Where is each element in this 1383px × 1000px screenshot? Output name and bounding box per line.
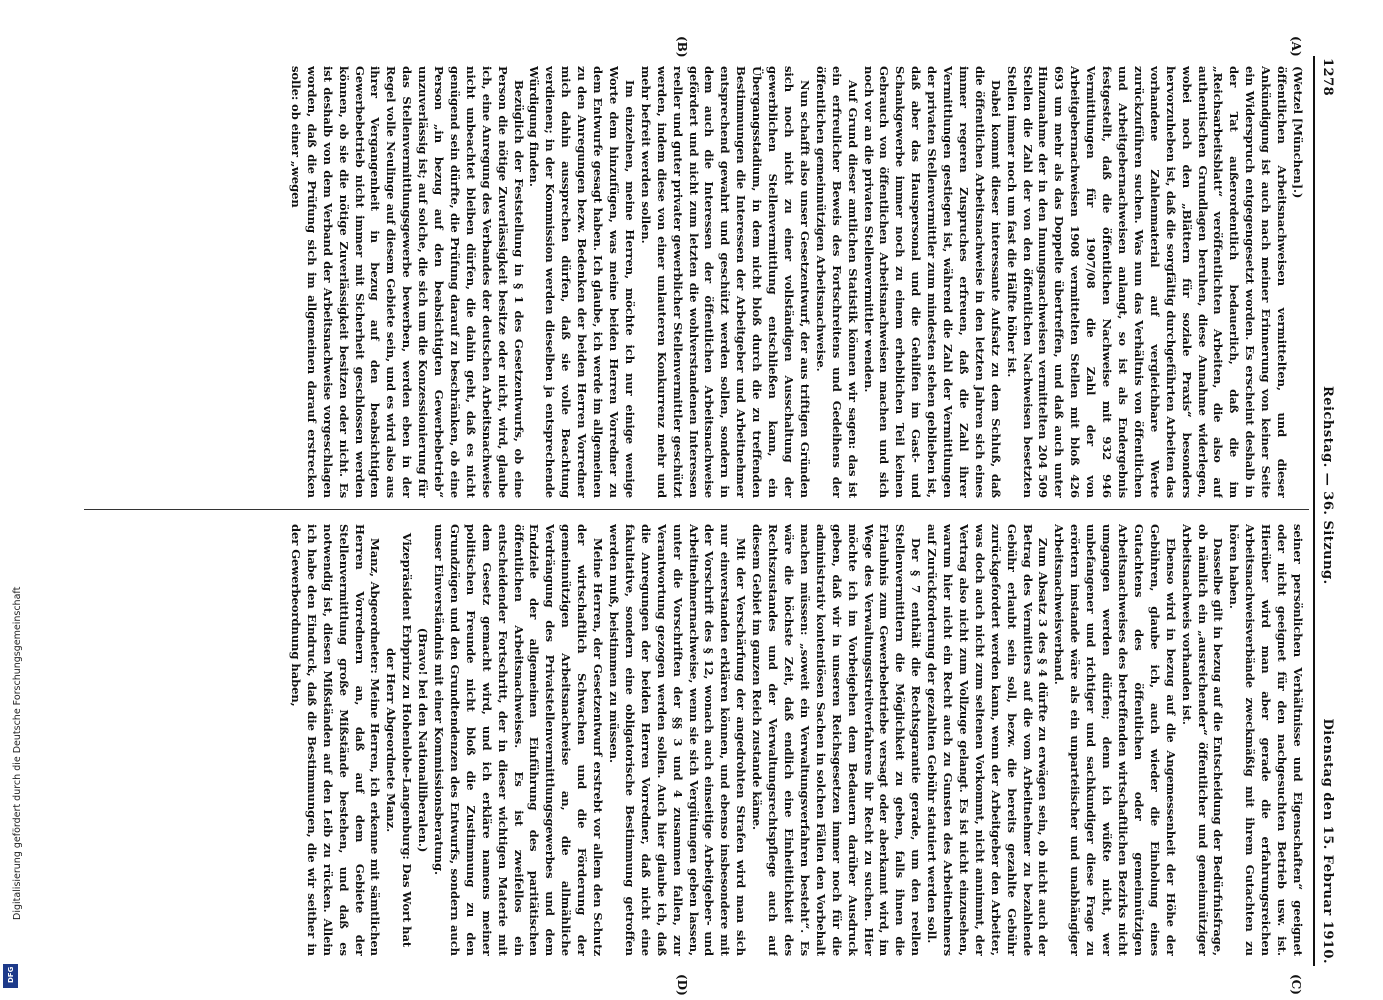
paragraph: öffentlichen Arbeitsnachweisen vermittelten, und dieser Ankündigung ist auch nach meiner Erinnerung von keiner Seite ein Widerspruch entgegengesetzt worden. Es erscheint deshalb in der Tat außerordentlich bedauerlich, daß die im „Reichsarbeitsblatt“ veröffentlichten Arbeiten, die also auf authentischen Grundlagen beruhen, diese Annahme widerlegen, wobei noch den „Blättern für soziale Praxis“ besonders hervorzuheben ist, daß die sorgfältig durchgeführten Arbeiten das vorhandene Zahlenmaterial auf vergleichbare Werte zurückzuführen suchen. Was nun das Verhältnis von öffentlichen und Arbeitgebernachweisen anlangt, so ist als Endergebnis festgestellt, daß die öffentlichen Nachweise mit 932 946 Vermittlungen für 1907/08 die Zahl der von Arbeitgebernachweisen 1908 vermittelten Stellen mit bloß 426 693 um mehr als das Doppelte übertreffen, und daß auch unter Hinzunahme der in den Innungsnachweisen vermittelten 204 509 Stellen die Zahl der von den öffentlichen Nachweisen besetzten Stellen immer noch um fast die Hälfte höher ist. (1004, 66, 1290, 498)
paragraph: Dasselbe gilt in bezug auf die Entscheidung der Bedürfnisfrage, ob nämlich ein „ausreichender“ öffentlicher und gemeinnütziger Arbeitsnachweis vorhanden ist. (1179, 524, 1226, 956)
header-divider (1313, 56, 1315, 966)
margin-letter-c: (C) (1289, 974, 1303, 995)
president-announcement: Vizepräsident Erbprinz zu Hohenlohe-Langenburg: Das Wort hat der Herr Abgeordnete Manz. (384, 532, 415, 948)
paragraph: Dabei kommt dieser interessante Aufsatz zu dem Schluß, daß die öffentlichen Arbeitsnachweise in den letzten Jahren sich eines immer regeren Zuspruches erfreuen, daß die Zahl ihrer Vermittlungen gestiegen ist, während die Zahl der Vermittlungen der privaten Stellenvermittler zum mindesten stehen geblieben ist, daß aber das Hauspersonal und die Gehilfen im Gast- und Schankgewerbe immer noch zu einem erheblichen Teil keinen Gebrauch von öffentlichen Arbeitsnachweisen machen und sich noch vor an die privaten Stellenvermittler wenden. (861, 66, 1003, 498)
paragraph: Der § 7 enthält die Rechtsgarantie gerade, um den reellen Stellenvermittlern die Möglichkeit zu geben, falls ihnen die Erlaubnis zum Gewerbebetriebe versagt oder aberkannt wird, im Wege des Verwaltungsstreitverfahrens ihr Recht zu suchen. Hier möchte ich im Vorbeigehen dem Bedauern darüber Ausdruck geben, daß wir in unseren Reichsgesetzen immer noch für die administrativ kontentiösen Sachen in solchen Fällen den Vorbehalt machen müssen: „soweit ein Verwaltungsverfahren besteht“. Es wäre die höchste Zeit, daß endlich eine Einheitlichkeit des Rechtszustandes und der Verwaltungsrechtspflege auch auf diesem Gebiet im ganzen Reich zustande käme. (750, 524, 924, 956)
document-page (67, 36, 1337, 996)
session-date: Dienstag den 15. Februar 1910. (1320, 718, 1335, 964)
paragraph: Mit der Verschärfung der angedrohten Strafen wird man sich nur einverstanden erklären können, und ebenso insbesondere mit der Vorschrift des § 12, wonach auch einseitige Arbeitgeber- und Arbeitnehmernachweise, wenn sie sich Vergütungen geben lassen, unter die Vorschriften der §§ 3 und 4 zusammen fallen, zur Verantwortung gezogen werden sollen. Auch hier glaube ich, daß die Anregungen der beiden Herren Vorredner, daß nicht eine fakultative, sondern eine obligatorische Bestimmung getroffen werden muß, beistimmen zu müssen. (607, 524, 749, 956)
paragraph: Auf Grund dieser amtlichen Statistik können wir sagen: das ist ein erfreulicher Beweis des Fortschreitens und Gedeihens der öffentlichen gemeinnützigen Arbeitsnachweise. (813, 66, 860, 498)
right-column (80, 524, 1305, 956)
paragraph: Im einzelnen, meine Herren, möchte ich nur einige wenige Worte dem hinzufügen, was meine beiden Herren Vorredner zu dem Entwurfe gesagt haben. Ich glaube, ich werde im allgemeinen zu den Anregungen bezw. Bedenken der beiden Herren Vorredner mich dahin aussprechen dürfen, daß sie volle Beachtung verdienen; in der Kommission werden dieselben ja entsprechende Würdigung finden. (527, 66, 637, 498)
margin-letter-a: (A) (1289, 36, 1303, 57)
side-credit (0, 0, 24, 1000)
paragraph: Ebenso wird in bezug auf die Angemessenheit der Höhe der Gebühren, glaube ich, auch wieder die Einholung eines Gutachtens des öffentlichen oder gemeinnützigen Arbeitsnachweises des betreffenden wirtschaftlichen Bezirks nicht umgangen werden dürfen; denn ich wüßte nicht, wer unbefangener und richtiger und sachkundiger diese Frage zu erörtern imstande wäre als ein unparteiischer und unabhängiger Arbeitsnachweisverband. (1052, 524, 1178, 956)
margin-letter-d: (D) (675, 974, 689, 996)
dfg-logo-icon: DFG (3, 964, 18, 988)
paragraph: Meine Herren, der Gesetzentwurf erstrebt vor allem den Schutz der wirtschaftlich Schwachen und die Förderung der gemeinnützigen Arbeitsnachweise an, die allmähliche Verdrängung des Privatstellenvermittlungsgewerbes und dem Endziele der allgemeinen Einführung des paritätischen öffentlichen Arbeitsnachweises. Es ist zweifellos ein entscheidender Fortschritt, der in dieser wichtigen Materie mit dem Gesetz gemacht wird, und ich erkläre namens meiner politischen Freunde nicht bloß die Zustimmung zu den Grundzügen und den Grundtendenzen des Entwurfs, sondern auch unser Einverständnis mit einer Kommissionsberatung. (432, 524, 606, 956)
paragraph: seiner persönlichen Verhältnisse und Eigenschaften“ geeignet oder nicht geeignet für den nachgesuchten Betrieb usw. ist. Hierüber wird man aber gerade die erfahrungsreichen Arbeitsnachweisverbände zweckmäßig mit ihrem Gutachten zu hören haben. (1227, 524, 1305, 956)
running-head: (Wetzel [München].) (1291, 66, 1305, 199)
page-number: 1278 (1320, 58, 1335, 97)
column-divider (84, 509, 1309, 510)
paragraph: Bezüglich der Feststellung in § 1 des Gesetzentwurfs, ob eine Person die nötige Zuverlässigkeit besitze oder nicht, wird, glaube ich, eine Anregung des Verbandes der deutschen Arbeitsnachweise nicht unbeachtet bleiben dürfen, die dahin geht, daß es nicht genügend sein dürfte, die Prüfung darauf zu beschränken, ob eine Person „in bezug auf den beabsichtigten Gewerbebetrieb“ unzuverlässig ist; auf solche, die sich um die Konzessionierung für das Stellenvermittlungsgewerbe bewerben, werden eben in der Regel volle Neulinge auf diesem Gebiete sein, und es wird also aus ihrer Vergangenheit in bezug auf den beabsichtigten Gewerbebetrieb nicht immer mit Sicherheit geschlossen werden können, ob sie die nötige Zuverlässigkeit besitzen oder nicht. Es ist deshalb von dem Verband der Arbeitsnachweise vorgeschlagen worden, daß die Prüfung sich im allgemeinen darauf erstrecken solle: ob einer „wegen (288, 66, 526, 498)
margin-letter-b: (B) (675, 36, 689, 58)
page-title: Reichstag. — 36. Sitzung. (1320, 386, 1335, 585)
applause-note: (Bravo! bei den Nationalliberalen.) (416, 627, 431, 853)
credit-text: Digitalisierung gefördert durch die Deutsche Forschungsgemeinschaft (12, 586, 23, 920)
left-column (80, 66, 1305, 498)
paragraph: Nun schafft also unser Gesetzentwurf, der aus triftigen Gründen sich noch nicht zu einer vollständigen Ausschaltung der gewerblichen Stellenvermittlung entschließen kann, ein Übergangsstadium, in dem nicht bloß durch die zu treffenden Bestimmungen die Interessen der Arbeitgeber und Arbeitnehmer entsprechend gewahrt und geschützt werden sollen, sondern in dem auch die Interessen der öffentlichen Arbeitsnachweise gefördert und nicht zum letzten die wohlverstandenen Interessen reeller und guter privater gewerblicher Stellenvermittler geschützt werden, indem diese von einer unlauteren Konkurrenz mehr und mehr befreit werden sollen. (638, 66, 812, 498)
page-header (1315, 56, 1337, 966)
speaker-paragraph: Manz, Abgeordneter: Meine Herren, ich erkenne mit sämtlichen Herren Vorrednern an, daß auf dem Gebiete der Stellenvermittlung große Mißstände bestehen, und daß es notwendig ist, diesen Mißständen auf den Leib zu rücken. Allein ich habe den Eindruck, daß die Bestimmungen, die wir seither in der Gewerbeordnung haben, (288, 524, 383, 956)
paragraph: Zum Absatz 3 des § 4 dürfte zu erwägen sein, ob nicht auch der Betrag des Vermittlers auf die vom Arbeitnehmer zu bezahlende Gebühr erlaubt sein soll, bezw. die bereits gezahlte Gebühr zurückgefordert werden kann, wenn der Arbeitgeber den Arbeiter, was doch auch nicht zum seltenen Vorkommt, nicht annimmt, der Vertrag also nicht zum Vollzuge gelangt. Es ist nicht einzusehen, warum hier nicht ein Recht auch zu Gunsten des Arbeitnehmers auf Zurückforderung der gezahlten Gebühr statuiert werden soll. (925, 524, 1051, 956)
